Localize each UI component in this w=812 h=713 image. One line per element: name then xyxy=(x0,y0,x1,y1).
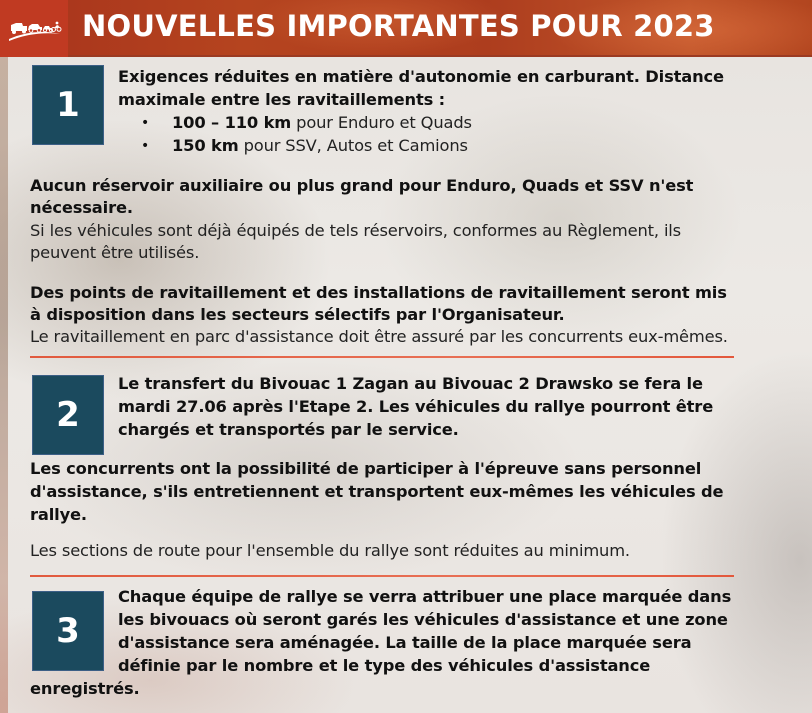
bullet-icon: • xyxy=(141,115,150,131)
paragraph-line: Les sections de route pour l'ensemble du rallye sont réduites au minimum. xyxy=(30,541,630,560)
section-divider xyxy=(30,575,734,577)
bullet-text: pour Enduro et Quads xyxy=(291,113,472,132)
paragraph-bold-line: rallye. xyxy=(30,505,87,524)
background-edge xyxy=(0,57,8,713)
section-number-badge: 3 xyxy=(32,591,104,671)
paragraph-bold-line: Les concurrents ont la possibilité de participer à l'épreuve sans personnel xyxy=(30,459,702,478)
section-intro-line: maximale entre les ravitaillements : xyxy=(118,90,446,109)
section-intro-line: Chaque équipe de rallye se verra attribuer une place marquée dans xyxy=(118,587,732,606)
section-divider xyxy=(30,356,734,358)
section-intro-line: définie par le nombre et le type des véhicules d'assistance xyxy=(118,656,651,675)
paragraph-bold-line: nécessaire. xyxy=(30,198,133,217)
bullet-icon: • xyxy=(141,138,150,154)
page-title: NOUVELLES IMPORTANTES POUR 2023 xyxy=(82,9,715,43)
section-intro-line: enregistrés. xyxy=(30,679,140,698)
section-intro-line: d'assistance sera aménagée. La taille de la place marquée sera xyxy=(118,633,692,652)
section-number-badge: 2 xyxy=(32,375,104,455)
bullet-text: pour SSV, Autos et Camions xyxy=(238,136,468,155)
section-number-badge: 1 xyxy=(32,65,104,145)
paragraph-line: Si les véhicules sont déjà équipés de tels réservoirs, conformes au Règlement, ils xyxy=(30,221,682,240)
bullet-bold-text: 100 – 110 km xyxy=(172,113,292,132)
section-intro-line: les bivouacs où seront garés les véhicules d'assistance et une zone xyxy=(118,610,728,629)
paragraph-bold-line: Aucun réservoir auxiliaire ou plus grand pour Enduro, Quads et SSV n'est xyxy=(30,176,694,195)
section-intro-line: Exigences réduites en matière d'autonomie en carburant. Distance xyxy=(118,67,724,86)
paragraph-line: Le ravitaillement en parc d'assistance doit être assuré par les concurrents eux-mêmes. xyxy=(30,327,728,346)
logo xyxy=(0,0,68,57)
section-intro-line: chargés et transportés par le service. xyxy=(118,420,459,439)
paragraph-bold-line: à disposition dans les secteurs sélectifs par l'Organisateur. xyxy=(30,305,565,324)
paragraph-bold-line: d'assistance, s'ils entretiennent et transportent eux-mêmes les véhicules de xyxy=(30,482,724,501)
page-header xyxy=(0,0,812,57)
paragraph-line: peuvent être utilisés. xyxy=(30,243,200,262)
section-intro-line: Le transfert du Bivouac 1 Zagan au Bivouac 2 Drawsko se fera le xyxy=(118,374,703,393)
paragraph-bold-line: Des points de ravitaillement et des installations de ravitaillement seront mis xyxy=(30,283,727,302)
bullet-bold-text: 150 km xyxy=(172,136,239,155)
rally-vehicles-logo-icon xyxy=(6,14,62,44)
section-intro-line: mardi 27.06 après l'Etape 2. Les véhicules du rallye pourront être xyxy=(118,397,714,416)
